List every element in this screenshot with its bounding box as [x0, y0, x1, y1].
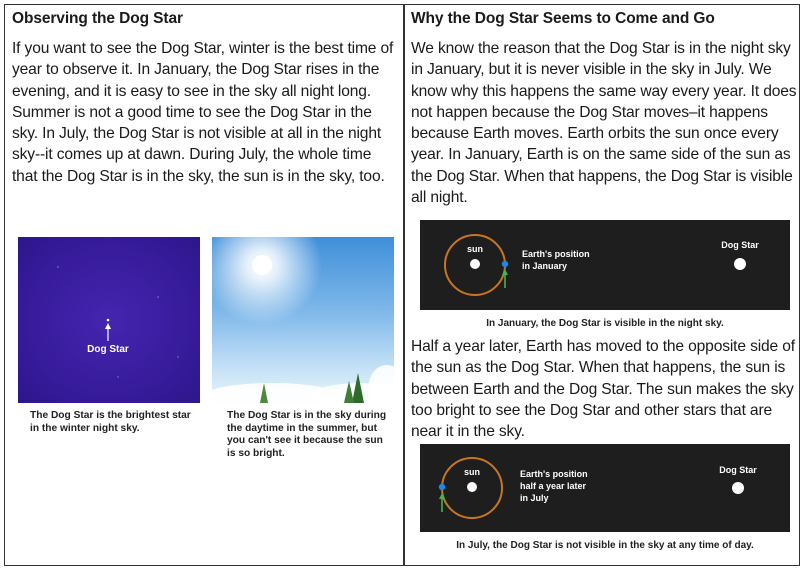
- dog-star-dot: [734, 258, 746, 270]
- daytime-sky-image: [212, 237, 394, 403]
- left-heading: Observing the Dog Star: [12, 10, 183, 27]
- day-caption: The Dog Star is in the sky during the daytime in the summer, but you can't see it because the sun is so bright.: [227, 410, 387, 459]
- arrow-up-icon: [502, 269, 508, 275]
- diagram2-earth-label-3: in July: [520, 493, 549, 503]
- right-paragraph-1: We know the reason that the Dog Star is in the night sky in January, but it is never visible in the sky in July. We know why this happens the same way every year. It does not happen because the Dog Star moves–it happens because Earth moves. Earth orbits the sun once every year. In January, Earth is on the same side of the sun as the Dog Star. When that happens, the Dog Star is visible all night.: [411, 40, 797, 207]
- diagram2-earth-label-1: Earth's position: [520, 469, 588, 479]
- diagram2-star-label: Dog Star: [719, 465, 757, 475]
- sun-icon: [252, 255, 272, 275]
- diagram1-earth-label-1: Earth's position: [522, 249, 590, 259]
- diagram2-caption: In July, the Dog Star is not visible in the sky at any time of day.: [456, 540, 754, 551]
- sun-icon: [470, 259, 480, 269]
- diagram2-sun-label: sun: [463, 467, 481, 477]
- daytime-sky-drawing: [212, 237, 394, 403]
- january-orbit-diagram: [420, 220, 790, 310]
- diagram-january: [420, 220, 790, 310]
- right-column: [411, 10, 797, 208]
- earth-icon: [439, 484, 445, 490]
- right-paragraph-2: Half a year later, Earth has moved to the opposite side of the sun as the Dog Star. When that happens, the sun is between Earth and the Dog Star. The sun makes the sky too bright to see the Dog Star and other stars that are near it in the sky.: [411, 338, 795, 441]
- sun-glow: [212, 237, 322, 325]
- diagram1-sun-label: sun: [466, 244, 484, 254]
- diagram2-earth-label-2: half a year later: [520, 481, 587, 491]
- night-sky-image: [18, 237, 200, 403]
- diagram1-caption: In January, the Dog Star is visible in the night sky.: [486, 318, 724, 329]
- dog-star-dot: [107, 319, 110, 322]
- dog-star-dot: [732, 482, 744, 494]
- earth-icon: [502, 261, 508, 267]
- diagram1-earth-label-2: in January: [522, 261, 568, 271]
- night-sky-drawing: [18, 237, 200, 403]
- night-caption: The Dog Star is the brightest star in the winter night sky.: [30, 410, 191, 434]
- diagram1-star-label: Dog Star: [721, 240, 759, 250]
- arrow-up-icon: [105, 323, 111, 329]
- right-heading: Why the Dog Star Seems to Come and Go: [411, 10, 715, 27]
- right-paragraph-2-wrap: [411, 336, 797, 442]
- sun-icon: [467, 482, 477, 492]
- night-dog-star-label: Dog Star: [87, 344, 129, 355]
- july-orbit-diagram: [420, 444, 790, 532]
- diagram-july: [420, 444, 790, 532]
- left-column: [12, 10, 396, 187]
- column-divider: [403, 4, 405, 566]
- left-paragraph: If you want to see the Dog Star, winter is the best time of year to observe it. In January, the Dog Star rises in the evening, and it is easy to see in the sky all night long. Summer is not a good time to see the Dog Star in the sky. In July, the Dog Star is not visible at all in the night sky--it comes up at dawn. During July, the whole time that the Dog Star is in the sky, the sun is in the sky, too.: [12, 40, 394, 185]
